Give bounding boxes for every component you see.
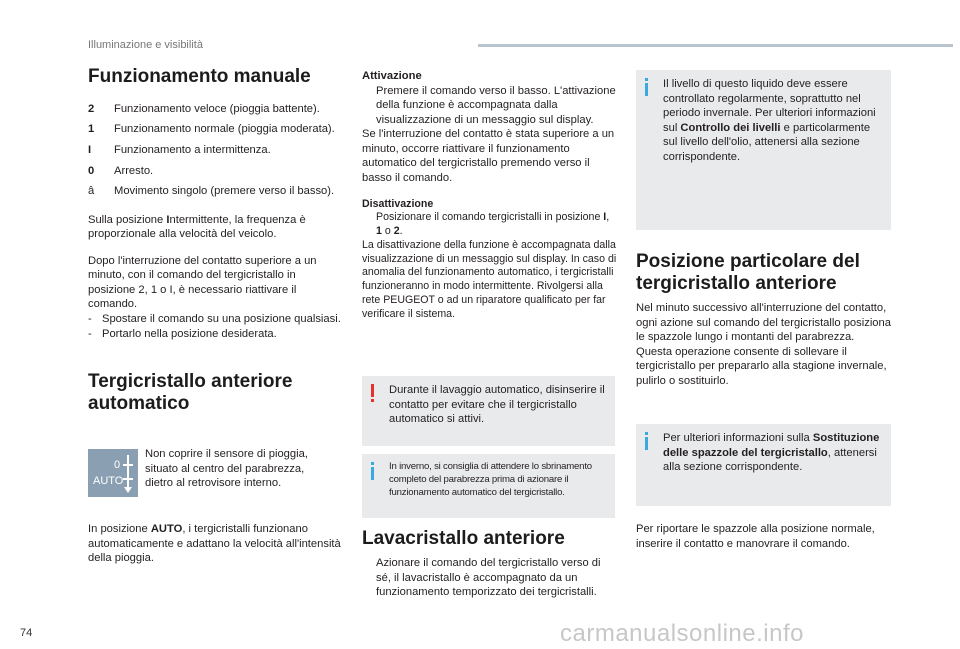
position-text: Funzionamento normale (pioggia moderata).	[114, 123, 335, 136]
text-run: o	[381, 225, 394, 238]
bullet-glyph	[362, 84, 376, 128]
bullet-glyph	[362, 211, 376, 239]
reactivation-paragraph: Dopo l'interruzione del contatto superiore a un minuto, con il comando del tergicristallo in posizione 2, 1 o I, è necessario riattivare il comando.	[88, 254, 317, 311]
text-run: ,	[606, 211, 610, 224]
page-number: 74	[20, 627, 33, 639]
blades-info-text	[663, 431, 881, 475]
list-item	[362, 211, 617, 239]
header-rule	[478, 44, 953, 47]
list-item	[362, 556, 617, 600]
text-run: .	[399, 225, 403, 238]
position-key: 0	[88, 164, 95, 177]
warning-text: Durante il lavaggio automatico, disinserire il contatto per evitare che il tergicristallo automatico si attivi.	[389, 384, 605, 426]
list-item-text: Portarlo nella posizione desiderata.	[102, 327, 277, 340]
list-item	[88, 164, 343, 179]
list-item	[88, 327, 343, 342]
warning-box	[362, 376, 615, 446]
title-special-position: Posizione particolare del tergicristallo anteriore	[636, 251, 860, 294]
text-run-bold: Sostituzione delle spazzole del tergicristallo	[663, 432, 880, 459]
column-2	[362, 69, 617, 321]
text-run: , attenersi alla sezione corrispondente.	[663, 446, 877, 474]
watermark: carmanualsonline.info	[560, 620, 804, 647]
text-run: Per ulteriori informazioni sulla	[663, 432, 813, 444]
text-run: Sulla posizione	[88, 213, 167, 226]
position-list	[88, 102, 343, 199]
info-icon	[645, 432, 648, 450]
title-automatic-wiper: Tergicristallo anteriore automatico	[88, 371, 293, 414]
text-run: In posizione	[88, 523, 151, 535]
special-position-paragraph: Nel minuto successivo all'interruzione del contatto, ogni azione sul comando del tergicristallo posiziona le spazzole lungo i montanti del parabrezza. Questa operazione consente di sollevare il tergicristallo per prepararlo alla stagione invernale, pulirlo o sostituirlo.	[636, 302, 891, 387]
deactivation-heading: Disattivazione	[362, 197, 434, 210]
winter-info-text: In inverno, si consiglia di attendere lo sbrinamento completo del parabrezza prima di azionare il funzionamento automatico del tergicristallo.	[389, 461, 592, 498]
position-text: Funzionamento a intermittenza.	[114, 143, 271, 156]
position-text: Funzionamento veloce (pioggia battente).	[114, 102, 320, 115]
list-item-text	[376, 211, 617, 239]
activation-heading: Attivazione	[362, 70, 422, 82]
auto-wiper-icon	[88, 449, 138, 497]
list-item	[362, 84, 617, 128]
position-key: 1	[88, 123, 95, 136]
list-item	[88, 102, 343, 117]
text-run: e particolarmente sul livello dell'olio, attenersi alla sezione corrispondente.	[663, 121, 871, 163]
list-item	[88, 143, 343, 158]
section-header: Illuminazione e visibilità	[88, 39, 203, 51]
list-item-text: Spostare il comando su una posizione qualsiasi.	[102, 313, 341, 326]
text-run: , i tergicristalli funzionano automaticamente e adattano la velocità all'intensità della pioggia.	[88, 523, 341, 565]
auto-paragraph	[88, 522, 343, 566]
dash-glyph: -	[88, 313, 92, 326]
title-washer: Lavacristallo anteriore	[362, 528, 565, 549]
return-position-paragraph: Per riportare le spazzole alla posizione normale, inserire il contatto e manovrare il comando.	[636, 523, 875, 550]
list-item-text: Premere il comando verso il basso. L'attivazione della funzione è accompagnata dalla visualizzazione di un messaggio sul display.	[376, 84, 616, 126]
text-run: ntermittente, la frequenza è proporzionale alla velocità del veicolo.	[88, 213, 306, 241]
position-key: I	[88, 143, 92, 156]
list-item	[88, 122, 343, 137]
blades-info-box	[636, 424, 891, 506]
list-item	[88, 184, 343, 199]
info-icon	[645, 78, 648, 96]
fluid-info-box	[636, 70, 891, 230]
text-run-bold: I	[166, 213, 170, 226]
intermittent-paragraph	[88, 213, 343, 242]
sensor-note: Non coprire il sensore di pioggia, situato al centro del parabrezza, dietro al retrovisore interno.	[145, 448, 308, 490]
text-run: Posizionare il comando tergicristalli in posizione	[376, 211, 604, 224]
position-text: Arresto.	[114, 164, 154, 177]
fluid-info-text	[663, 77, 881, 164]
list-item	[88, 312, 343, 327]
text-run-bold: AUTO	[150, 523, 183, 535]
text-run-bold: I	[603, 211, 607, 224]
list-item-text: Azionare il comando del tergicristallo verso di sé, il lavacristallo è accompagnato da un funzionamento temporizzato dei tergicristalli.	[376, 557, 601, 599]
title-manual-operation: Funzionamento manuale	[88, 66, 311, 87]
text-run-bold: 2	[393, 225, 400, 238]
info-icon	[371, 462, 374, 480]
position-key: â	[88, 185, 95, 198]
bullet-glyph	[362, 556, 376, 600]
position-text: Movimento singolo (premere verso il basso).	[114, 185, 335, 198]
text-run-bold: Controllo dei livelli	[680, 121, 781, 134]
icon-auto-label: AUTO	[93, 475, 124, 487]
column-1	[88, 66, 343, 415]
activation-paragraph: Se l'interruzione del contatto è stata superiore a un minuto, occorre riattivare il funzionamento automatico del tergicristallo premendo verso il basso il comando.	[362, 128, 615, 184]
icon-zero-label: 0	[114, 459, 121, 471]
position-key: 2	[88, 102, 95, 115]
deactivation-paragraph: La disattivazione della funzione è accompagnata dalla visualizzazione di un messaggio sul display. In caso di anomalia del funzionamento automatico, i tergicristalli funzioneranno in modo intermittente. Rivolgersi alla rete PEUGEOT o ad un riparatore qualificato per far verificare il sistema.	[362, 238, 617, 320]
text-run-bold: 1	[376, 225, 382, 238]
winter-info-box	[362, 454, 615, 518]
text-run: Il livello di questo liquido deve essere controllato regolarmente, soprattutto nel periodo invernale. Per ulteriori informazioni sul	[663, 78, 876, 134]
warning-icon	[371, 384, 374, 402]
dash-glyph: -	[88, 327, 92, 340]
